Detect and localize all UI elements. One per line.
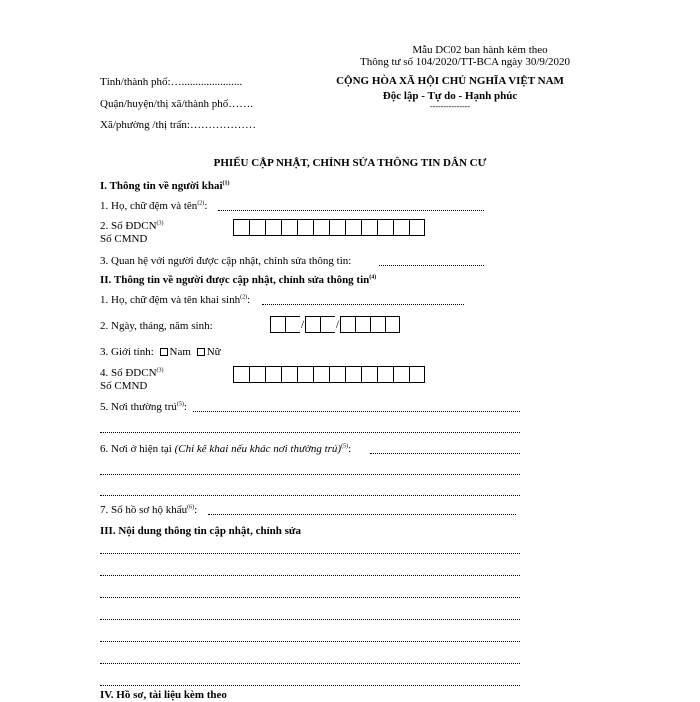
- residence-input[interactable]: [193, 411, 520, 412]
- subject-name-label: 1. Họ, chữ đệm và tên khai $\sinh^{(2)}$:: [100, 294, 251, 306]
- current-address-input[interactable]: [370, 453, 520, 454]
- current-address-label: 6. Nơi ở hiện tại (Chỉ kê khai nếu khác nơi thường trú)$^{(5)}$:: [100, 443, 352, 455]
- circular-reference: Thông tư số 104/2020/TT-BCA ngày 30/9/2020: [360, 56, 570, 68]
- motto: Độc lập - Tự do - Hạnh phúc: [382, 90, 518, 102]
- update-content-line[interactable]: [100, 641, 520, 642]
- relation-input[interactable]: [379, 265, 484, 266]
- declarant-id-label: 2. Số ĐDCN$^{(3)}$: [100, 220, 164, 232]
- subject-id-label: 4. Số ĐDCN$^{(3)}$: [100, 367, 164, 379]
- relation-label: 3. Quan hệ với người được cập nhật, chỉnh sửa thông tin:: [100, 255, 352, 267]
- gender-field: [100, 346, 221, 359]
- subject-id-boxes[interactable]: [233, 366, 425, 383]
- ward-field[interactable]: Xã/phường /thị trấn:………………: [100, 119, 256, 131]
- subject-cmnd-label: Số CMND: [100, 380, 148, 392]
- declarant-cmnd-label: Số CMND: [100, 233, 148, 245]
- female-checkbox[interactable]: [197, 348, 205, 356]
- declarant-id-boxes[interactable]: [233, 219, 425, 236]
- female-label: Nữ: [206, 346, 221, 358]
- current-address-line3[interactable]: [100, 495, 520, 496]
- dob-boxes[interactable]: [270, 316, 400, 333]
- province-field[interactable]: Tỉnh/thành phố:…......................: [100, 76, 243, 88]
- declarant-name-input[interactable]: [218, 210, 484, 211]
- gender-label: 3. Giới tính:: [100, 346, 154, 358]
- form-code: Mẫu DC02 ban hành kèm theo: [412, 44, 548, 56]
- section3-heading: III. Nội dung thông tin cập nhật, chỉnh sửa: [100, 525, 302, 537]
- dob-label: 2. Ngày, tháng, năm sinh:: [100, 320, 213, 332]
- district-field[interactable]: Quận/huyện/thị xã/thành phố…….: [100, 98, 254, 110]
- update-content-line[interactable]: [100, 597, 520, 598]
- update-content-line[interactable]: [100, 553, 520, 554]
- form-title: PHIẾU CẬP NHẬT, CHỈNH SỬA THÔNG TIN DÂN CƯ: [213, 157, 487, 169]
- dob-separator: /: [300, 317, 305, 331]
- motto-rule: ---------------: [430, 102, 470, 111]
- update-content-line[interactable]: [100, 663, 520, 664]
- section1-heading: I. Thông tin về người khai$^{(1)}$: [100, 180, 230, 192]
- declarant-name-label: 1. Họ, chữ đệm và tên$^{(2)}$:: [100, 200, 208, 212]
- section2-heading: II. Thông tin về người được cập nhật, chỉnh sửa thông tin$^{(4)}$: [100, 274, 377, 286]
- residence-label: 5. Nơi thường trú$^{(5)}$:: [100, 401, 187, 413]
- update-content-line[interactable]: [100, 619, 520, 620]
- current-address-line2[interactable]: [100, 474, 520, 475]
- update-content-line[interactable]: [100, 575, 520, 576]
- section4-heading: IV. Hồ sơ, tài liệu kèm theo: [100, 689, 227, 701]
- residence-input-line2[interactable]: [100, 432, 520, 433]
- household-label: 7. Số hồ sơ hộ khẩu$^{(6)}$:: [100, 504, 198, 516]
- nation-heading: CỘNG HÒA XÃ HỘI CHỦ NGHĨA VIỆT NAM: [336, 75, 564, 87]
- male-checkbox[interactable]: [160, 348, 168, 356]
- subject-name-input[interactable]: [262, 304, 464, 305]
- update-content-line[interactable]: [100, 685, 520, 686]
- male-label: Nam: [169, 346, 191, 358]
- household-input[interactable]: [208, 514, 516, 515]
- dob-separator: /: [335, 317, 340, 331]
